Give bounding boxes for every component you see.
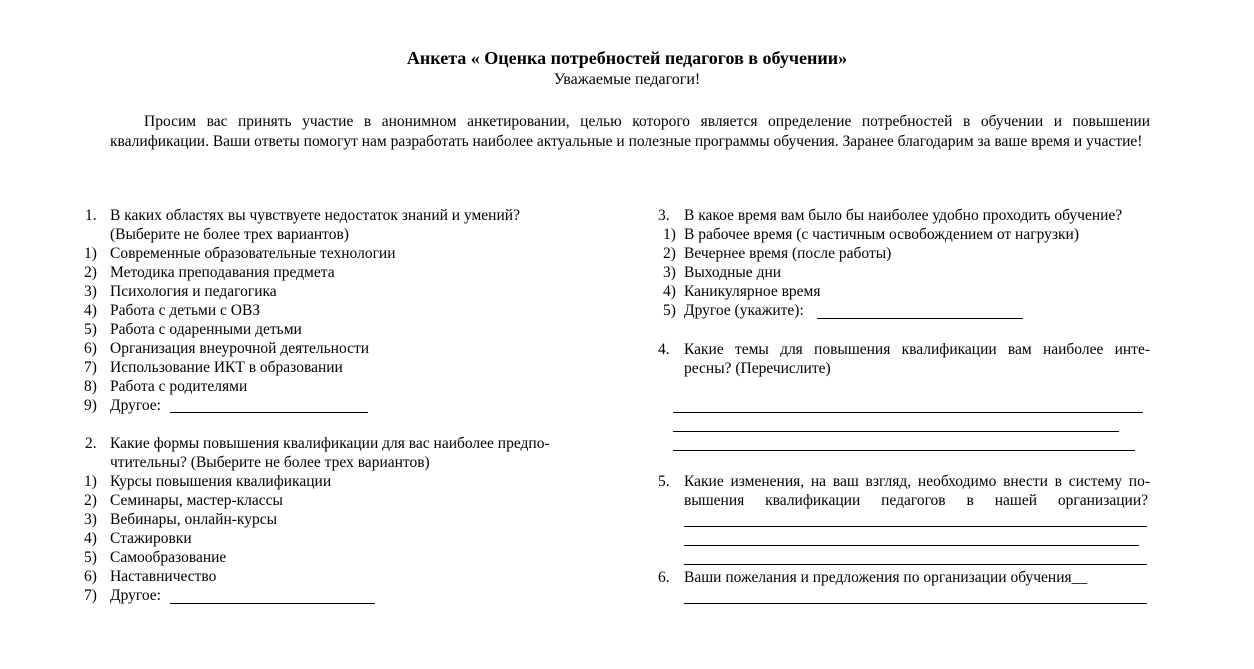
option-number: 2): [84, 264, 97, 281]
answer-line[interactable]: [673, 431, 1119, 432]
question-number: 6.: [658, 569, 670, 586]
option-label[interactable]: В рабочее время (с частичным освобождением от нагрузки): [684, 226, 1079, 243]
option-number: 1): [84, 245, 97, 262]
option-number: 3): [663, 264, 676, 281]
answer-line[interactable]: [684, 564, 1147, 565]
option-label[interactable]: Современные образовательные технологии: [110, 245, 396, 262]
option-label[interactable]: Психология и педагогика: [110, 283, 277, 300]
question-number: 3.: [658, 207, 670, 224]
option-number: 5): [84, 549, 97, 566]
question-text: Какие темы для повышения квалификации вам наиболее инте-: [684, 341, 1150, 358]
form-title: Анкета « Оценка потребностей педагогов в обучении»: [406, 48, 848, 68]
option-label[interactable]: Выходные дни: [684, 264, 782, 281]
option-label[interactable]: Стажировки: [110, 530, 192, 547]
question-text: Ваши пожелания и предложения по организации обучения__: [684, 569, 1088, 586]
question-number: 5.: [658, 473, 670, 490]
option-number: 5): [663, 302, 676, 319]
option-number: 1): [663, 226, 676, 243]
option-label[interactable]: Использование ИКТ в образовании: [110, 359, 343, 376]
option-number: 3): [84, 283, 97, 300]
other-answer-line[interactable]: [170, 412, 368, 413]
other-answer-line[interactable]: [817, 318, 1023, 319]
answer-line[interactable]: [684, 526, 1147, 527]
option-number: 5): [84, 321, 97, 338]
option-label[interactable]: Самообразование: [110, 549, 227, 566]
answer-line[interactable]: [673, 450, 1135, 451]
option-label[interactable]: Вечернее время (после работы): [684, 245, 892, 262]
question-text: Какие формы повышения квалификации для вас наиболее предпо-: [110, 435, 550, 452]
option-number: 9): [84, 397, 97, 414]
option-number: 2): [663, 245, 676, 262]
answer-line[interactable]: [684, 603, 1147, 604]
option-number: 2): [84, 492, 97, 509]
question-text: В каких областях вы чувствуете недостаток знаний и умений?: [110, 207, 520, 224]
option-number: 4): [84, 530, 97, 547]
option-label[interactable]: Семинары, мастер-классы: [110, 492, 283, 509]
question-text-cont: вышения квалификации педагогов в нашей организации?: [684, 492, 1148, 509]
option-label[interactable]: Другое:: [110, 587, 161, 604]
answer-line[interactable]: [673, 412, 1143, 413]
option-number: 7): [84, 587, 97, 604]
option-number: 4): [84, 302, 97, 319]
intro-text: Просим вас принять участие в анонимном анкетировании, целью которого является определение потребностей в обучении и повышении квалификации. Ваши ответы помогут нам разработать наиболее актуальные и полезные программы обучения. Заранее благодарим за ваше время и участие!: [110, 113, 1150, 150]
question-text-cont: ресны? (Перечислите): [684, 360, 831, 377]
option-number: 8): [84, 378, 97, 395]
question-number: 4.: [658, 341, 670, 358]
option-label[interactable]: Работа с родителями: [110, 378, 248, 395]
option-number: 7): [84, 359, 97, 376]
option-label[interactable]: Каникулярное время: [684, 283, 821, 300]
option-number: 4): [663, 283, 676, 300]
question-hint: чтительны? (Выберите не более трех вариантов): [110, 454, 430, 471]
option-label[interactable]: Работа с одаренными детьми: [110, 321, 302, 338]
option-label[interactable]: Курсы повышения квалификации: [110, 473, 332, 490]
option-label[interactable]: Работа с детьми с ОВЗ: [110, 302, 261, 319]
option-label[interactable]: Организация внеурочной деятельности: [110, 340, 370, 357]
option-label[interactable]: Методика преподавания предмета: [110, 264, 335, 281]
question-number: 2.: [85, 435, 97, 452]
question-text: В какое время вам было бы наиболее удобно проходить обучение?: [684, 207, 1123, 224]
form-subtitle: Уважаемые педагоги!: [553, 71, 701, 88]
question-number: 1.: [85, 207, 97, 224]
option-number: 3): [84, 511, 97, 528]
option-label[interactable]: Наставничество: [110, 568, 217, 585]
option-label[interactable]: Другое:: [110, 397, 161, 414]
question-text: Какие изменения, на ваш взгляд, необходимо внести в систему по-: [684, 473, 1150, 490]
option-label[interactable]: Другое (укажите):: [684, 302, 804, 319]
option-label[interactable]: Вебинары, онлайн-курсы: [110, 511, 278, 528]
option-number: 6): [84, 340, 97, 357]
intro-paragraph: [110, 112, 1150, 151]
question-hint: (Выберите не более трех вариантов): [110, 226, 349, 243]
option-number: 6): [84, 568, 97, 585]
option-number: 1): [84, 473, 97, 490]
answer-line[interactable]: [684, 545, 1139, 546]
question-text-line1: [110, 206, 576, 225]
other-answer-line[interactable]: [170, 603, 375, 604]
